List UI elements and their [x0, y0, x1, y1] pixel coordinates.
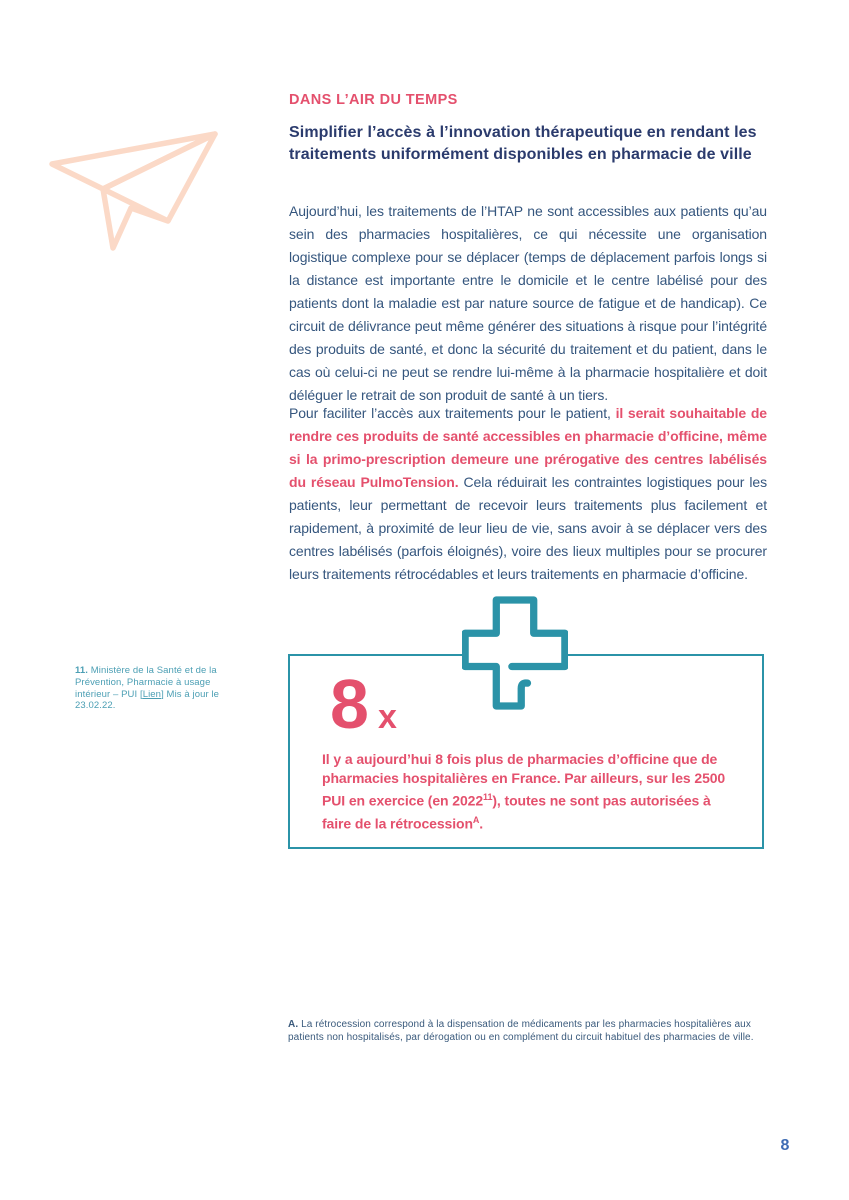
stat-text-part3: . — [479, 815, 484, 832]
reference-number: 11. — [75, 665, 88, 676]
stat-text-part2: ), toutes ne sont pas autorisées à faire de la rétrocession — [322, 792, 711, 832]
footnote-text: La rétrocession correspond à la dispensation de médicaments par les pharmacies hospitalières aux patients non hospitalisés, par dérogation ou en complément du circuit habituel des pharmacies de ville. — [288, 1019, 754, 1043]
footnote-A — [288, 1018, 782, 1044]
reference-update-date: Mis à jour le 23.02.22. — [75, 688, 220, 712]
stat-superscript-11: 11 — [483, 792, 493, 802]
body-paragraph-2 — [289, 402, 767, 586]
pharmacy-cross-icon — [462, 596, 568, 710]
page-number: 8 — [780, 1137, 790, 1154]
reference-link[interactable]: [Lien] — [139, 688, 164, 700]
page-title: Simplifier l’accès à l’innovation thérapeutique en rendant les traitements uniformément disponibles en pharmacie de ville — [289, 124, 757, 163]
paragraph2-highlight: il serait souhaitable de rendre ces produits de santé accessibles en pharmacie d’officine, même si la primo-prescription demeure une prérogative des centres labélisés du réseau PulmoTension. — [289, 405, 767, 490]
paragraph2-tail: Cela réduirait les contraintes logistiques pour les patients, leur permettant de recevoir leurs traitements plus facilement et rapidement, à proximité de leur lieu de vie, sans avoir à se déplacer vers des centres labélisés (parfois éloignés), voire des lieux multiples pour se procurer leurs traitements rétrocédables et leurs traitements en pharmacie d’officine. — [289, 474, 767, 582]
reference-text: Ministère de la Santé et de la Prévention, Pharmacie à usage intérieur – PUI — [75, 665, 217, 700]
section-kicker: DANS L’AIR DU TEMPS — [289, 92, 458, 108]
stat-superscript-A: A — [472, 814, 480, 825]
stat-description — [322, 750, 730, 833]
margin-reference-note — [75, 665, 225, 712]
paper-plane-icon — [40, 118, 230, 258]
stat-text-part1: Il y a aujourd’hui 8 fois plus de pharmacies d’officine que de pharmacies hospitalières en France. Par ailleurs, sur les 2500 PUI en exercice (en 2022 — [322, 751, 726, 809]
stat-big-number: 8 — [330, 665, 369, 743]
stat-times-symbol: x — [377, 698, 397, 736]
body-paragraph-1: Aujourd’hui, les traitements de l’HTAP ne sont accessibles aux patients qu’au sein des pharmacies hospitalières, ce qui nécessite une organisation logistique complexe pour se déplacer (temps de déplacement parfois longs si la distance est importante entre le domicile et le centre labélisé pour des patients dont la maladie est par nature source de fatigue et de handicap). Ce circuit de délivrance peut même générer des situations à risque pour l’intégrité des produits de santé, et donc la sécurité du traitement et du patient, dans le cas où celui-ci ne peut se rendre lui-même à la pharmacie hospitalière et doit déléguer le retrait de son produit de santé à un tiers. — [289, 203, 767, 403]
footnote-label: A. — [288, 1019, 299, 1030]
stat-multiplier — [330, 665, 397, 743]
paragraph2-lead: Pour faciliter l’accès aux traitements pour le patient, — [289, 405, 616, 421]
